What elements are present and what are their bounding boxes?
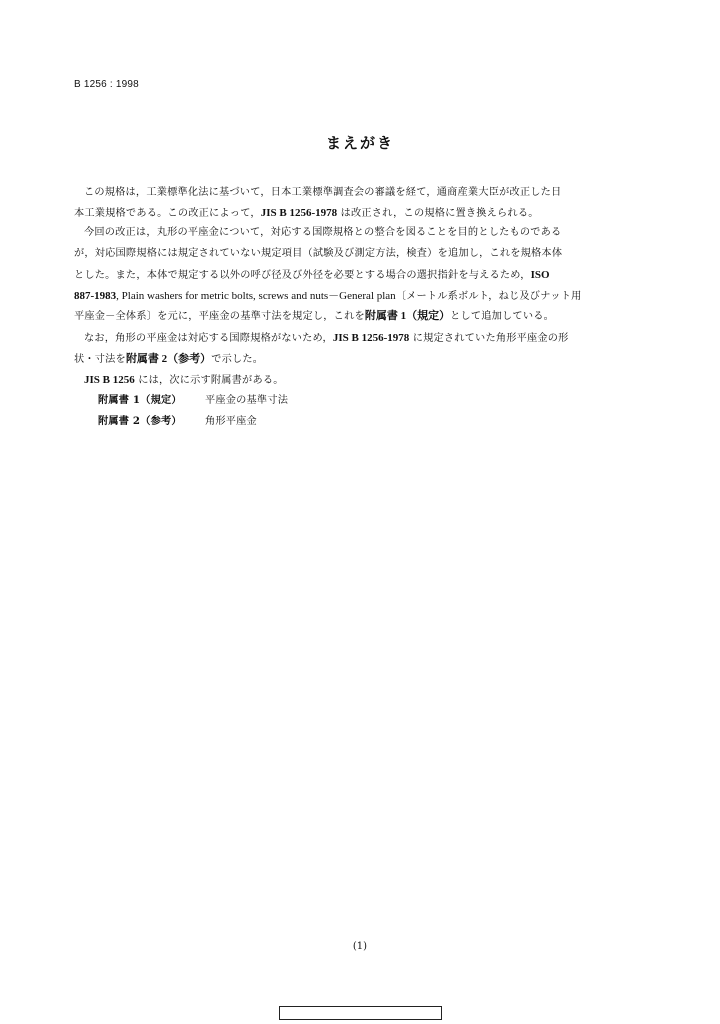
paragraph-1-line-1: この規格は，工業標準化法に基づいて，日本工業標準調査会の審議を経て，通商産業大臣が改正した日 xyxy=(84,187,562,198)
paragraph-2-line-5 xyxy=(74,309,554,324)
annex-label: 附属書 2（参考） xyxy=(98,415,182,427)
english-title: , Plain washers for metric bolts, screws and nuts－General plan xyxy=(116,290,396,302)
text-segment: 状・寸法を xyxy=(74,354,126,365)
standard-reference: JIS B 1256-1978 xyxy=(332,332,410,344)
annex-title: 平座金の基準寸法 xyxy=(205,395,289,406)
text-segment: なお，角形の平座金は対応する国際規格がないため， xyxy=(84,333,333,344)
text-segment: とした。また，本体で規定する以外の呼び径及び外径を必要とする場合の選択指針を与えるため， xyxy=(74,270,531,281)
text-segment: 平座金－全体系〕を元に，平座金の基準寸法を規定し，これを xyxy=(74,311,365,322)
annex-list-item xyxy=(98,414,257,429)
paragraph-2-line-4 xyxy=(74,289,582,304)
annex-reference: 附属書 1（規定） xyxy=(364,310,451,322)
footer-frame xyxy=(279,1006,442,1020)
text-segment: 本工業規格である。この改正によって， xyxy=(74,208,261,219)
annex-list-item xyxy=(98,393,288,408)
standard-reference: ISO xyxy=(530,269,550,281)
standard-reference: JIS B 1256-1978 xyxy=(260,207,338,219)
paragraph-4-line-1 xyxy=(84,373,284,388)
text-segment: は改正され，この規格に置き換えられる。 xyxy=(337,208,539,219)
text-segment: には，次に示す附属書がある。 xyxy=(134,375,284,386)
annex-reference: 附属書 2（参考） xyxy=(125,353,212,365)
standard-reference: 887-1983 xyxy=(74,290,117,302)
paragraph-2-line-3 xyxy=(74,268,550,283)
annex-title: 角形平座金 xyxy=(205,416,257,427)
text-segment: として追加している。 xyxy=(450,311,554,322)
paragraph-3-line-2 xyxy=(74,352,263,367)
document-code: B 1256 : 1998 xyxy=(74,79,139,90)
paragraph-3-line-1 xyxy=(84,331,569,346)
annex-label: 附属書 1（規定） xyxy=(98,394,182,406)
text-segment: に規定されていた角形平座金の形 xyxy=(409,333,569,344)
paragraph-1-line-2 xyxy=(74,206,539,221)
page-number: (1) xyxy=(352,941,368,952)
text-segment: 〔メートル系ボルト，ねじ及びナット用 xyxy=(395,291,582,302)
page-title: まえがき xyxy=(325,134,394,152)
standard-reference: JIS B 1256 xyxy=(84,374,135,386)
text-segment: で示した。 xyxy=(211,354,264,365)
paragraph-2-line-1: 今回の改正は，丸形の平座金について，対応する国際規格との整合を図ることを目的としたものである xyxy=(84,227,562,238)
paragraph-2-line-2: が，対応国際規格には規定されていない規定項目（試験及び測定方法，検査）を追加し，これを規格本体 xyxy=(74,248,563,259)
